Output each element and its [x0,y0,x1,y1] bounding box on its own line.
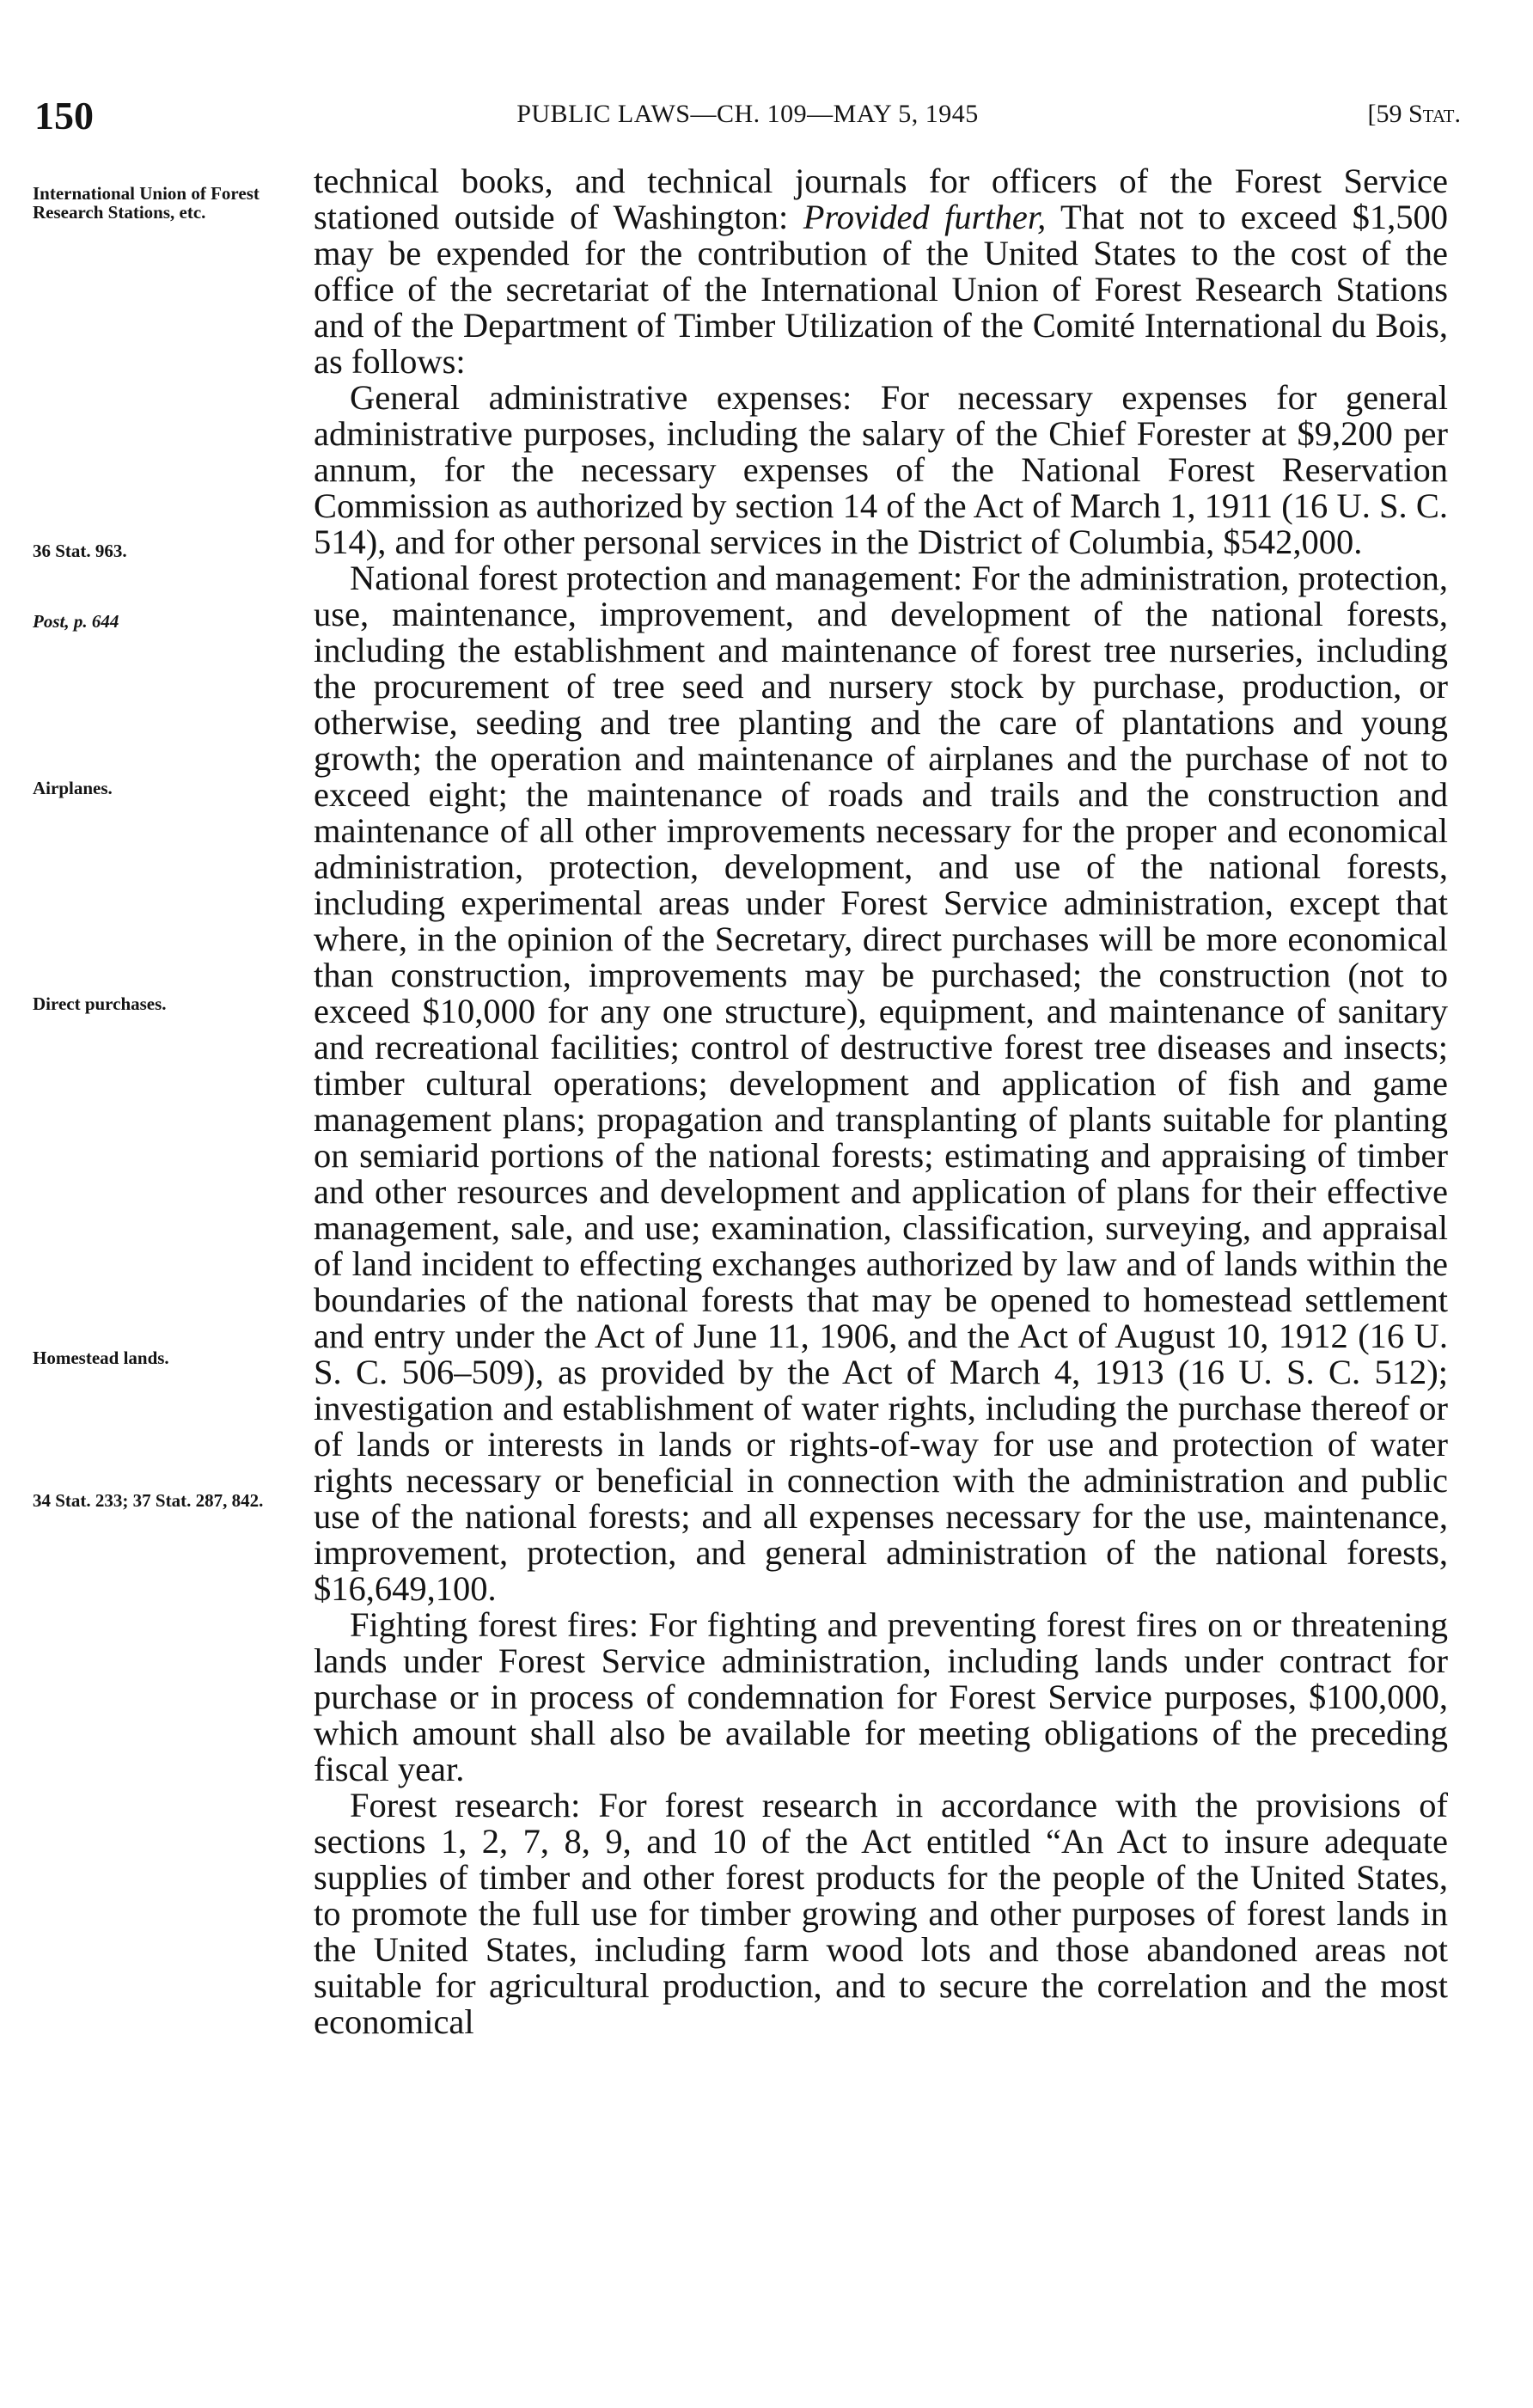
margin-note-34-stat: 34 Stat. 233; 37 Stat. 287, 842. [33,1490,264,1511]
margin-note-36-stat: 36 Stat. 963. [33,541,127,561]
page-header [34,93,1461,144]
paragraph-text: technical books, and technical journals for officers of the Forest Service stationed outside of Washington: [314,162,1448,236]
paragraph-national-forest-protection: National forest protection and management: For the administration, protection, use, maintenance, improvement, and development of the national forests, including the establishment and maintenance of forest tree nurseries, including the procurement of tree seed and nursery stock by purchase, production, or otherwise, seeding and tree planting and the care of plantations and young growth; the operation and maintenance of airplanes and the purchase of not to exceed eight; the maintenance of roads and trails and the construction and maintenance of all other improvements necessary for the proper and economical administration, protection, development, and use of the national forests, including experimental areas under Forest Service administration, except that where, in the opinion of the Secretary, direct purchases will be more economical than construction, improvements may be purchased; the construction (not to exceed $10,000 for any one structure), equipment, and maintenance of sanitary and recreational facilities; control of destructive forest tree diseases and insects; timber cultural operations; development and application of fish and game management plans; propagation and transplanting of plants suitable for planting on semiarid portions of the national forests; estimating and appraising of timber and other resources and development and application of plans for their effective management, sale, and use; examination, classification, surveying, and appraisal of land incident to effecting exchanges authorized by law and of lands within the boundaries of the national forests that may be opened to homestead settlement and entry under the Act of June 11, 1906, and the Act of August 10, 1912 (16 U. S. C. 506–509), as provided by the Act of March 4, 1913 (16 U. S. C. 512); investigation and establishment of water rights, including the purchase thereof or of lands or interests in lands or rights-of-way for use and protection of water rights necessary or beneficial in connection with the administration and public use of the national forests; and all expenses necessary for the use, maintenance, improvement, protection, and general administration of the national forests, $16,649,100. [314,559,1448,1608]
page-number: 150 [34,94,94,138]
paragraph-forest-research: Forest research: For forest research in accordance with the provisions of sections 1, 2, 7, 8, 9, and 10 of the Act entitled “An Act to insure adequate supplies of timber and other forest products for the people of the United States, to promote the full use for timber growing and other purposes of forest lands in the United States, including farm wood lots and those abandoned areas not suitable for agricultural production, and to secure the correlation and the most economical [314,1786,1448,2041]
paragraph-general-administrative-expenses: General administrative expenses: For necessary expenses for general administrative purposes, including the salary of the Chief Forester at $9,200 per annum, for the necessary expenses of the National Forest Reservation Commission as authorized by section 14 of the Act of March 1, 1911 (16 U. S. C. 514), and for other personal services in the District of Columbia, $542,000. [314,378,1448,561]
provided-further: Provided further, [803,198,1047,236]
running-head: PUBLIC LAWS—CH. 109—MAY 5, 1945 [516,100,979,128]
body-text [314,163,1448,2040]
volume-reference: [59 Stat. [1367,100,1461,128]
margin-note-post: Post, p. 644 [33,611,119,632]
paragraph-text: That not to exceed $1,500 may be expended for the contribution of the United States to the cost of the office of the secretariat of the International Union of Forest Research Stations and of the Department of Timber Utilization of the Comité International du Bois, as follows: [314,198,1448,381]
margin-note-direct-purchases: Direct purchases. [33,993,167,1014]
margin-note-homestead-lands: Homestead lands. [33,1348,169,1368]
paragraph-continuation [314,163,1448,380]
margin-note-airplanes: Airplanes. [33,778,113,798]
margin-note-international-union: International Union of Forest Research Stations, etc. [33,183,260,223]
paragraph-fighting-forest-fires: Fighting forest fires: For fighting and preventing forest fires on or threatening lands under Forest Service administration, including lands under contract for purchase or in process of condemnation for Forest Service purposes, $100,000, which amount shall also be available for meeting obligations of the preceding fiscal year. [314,1605,1448,1788]
